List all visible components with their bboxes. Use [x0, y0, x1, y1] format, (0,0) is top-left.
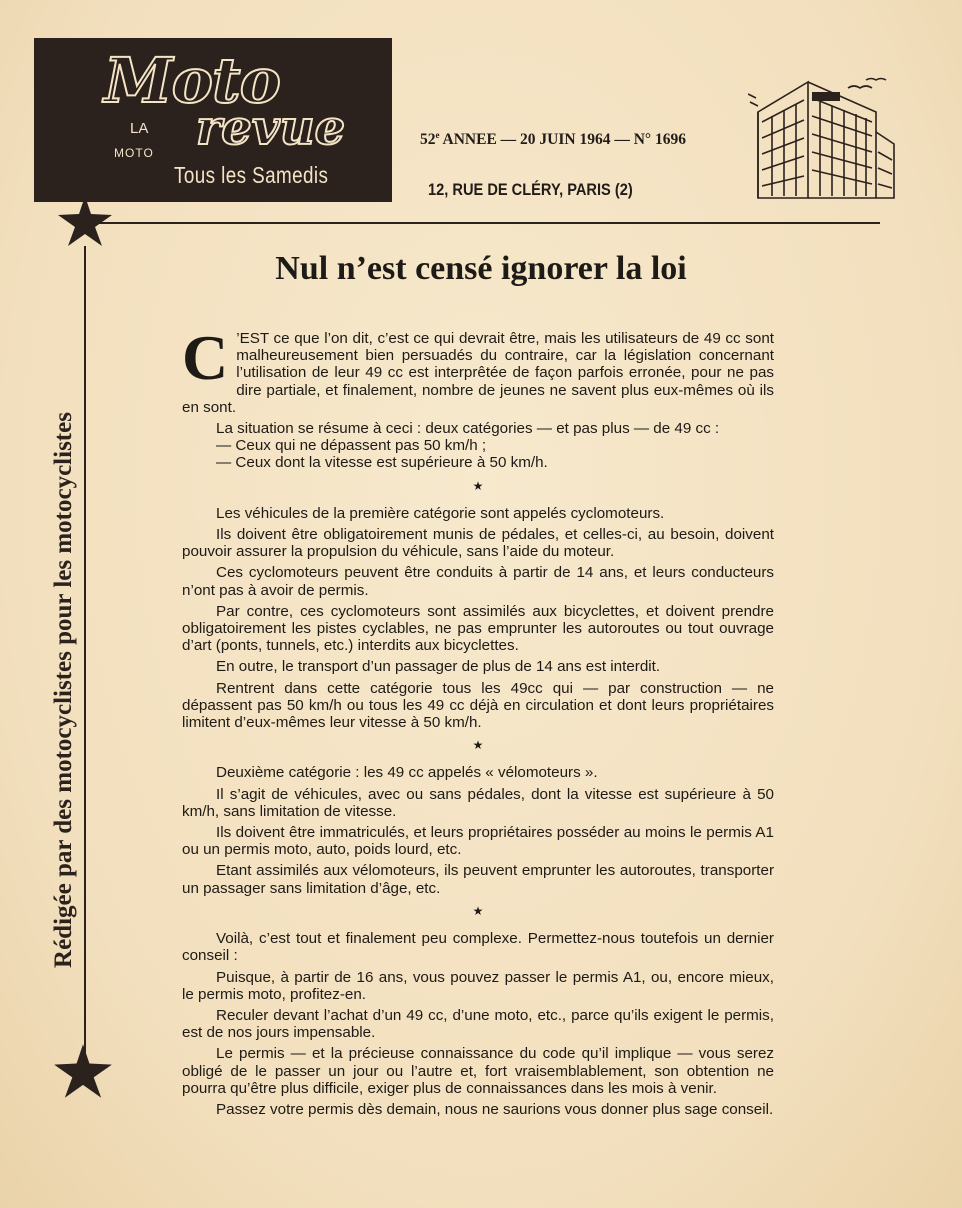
logo-la: LA: [130, 120, 149, 137]
issue-number-suffix: e: [435, 130, 440, 140]
logo-moto: Moto: [104, 44, 280, 117]
issue-details: ANNEE — 20 JUIN 1964 — N° 1696: [439, 131, 686, 149]
article-paragraph: — Ceux dont la vitesse est supérieure à 50 km/h.: [216, 454, 548, 472]
article-body: [182, 322, 774, 1122]
article-paragraph: Deuxième catégorie : les 49 cc appelés « vélomoteurs ».: [216, 764, 598, 782]
article-paragraph: Par contre, ces cyclomoteurs sont assimilés aux bicyclettes, et doivent prendre obligatoirement les pistes cyclables, ne pas emprunter les autoroutes ou tout ouvrage d’art (ponts, tunnels, etc.) interdits aux bicyclettes.: [182, 602, 774, 655]
article-paragraph: Puisque, à partir de 16 ans, vous pouvez passer le permis A1, ou, encore mieux, le permis moto, profitez-en.: [182, 968, 774, 1003]
article-paragraph: Rentrent dans cette catégorie tous les 49cc qui — par construction — ne dépassent pas 50 km/h ou tous les 49 cc déjà en circulation et dont leurs propriétaires limitent d’eux-mêmes leur vitesse à 50 km/h.: [182, 679, 774, 732]
article-paragraph: En outre, le transport d’un passager de plus de 14 ans est interdit.: [216, 658, 661, 676]
article-paragraph: Reculer devant l’achat d’un 49 cc, d’une moto, etc., parce qu’ils exigent le permis, est de nos jours impensable.: [182, 1006, 774, 1042]
star-icon: [52, 1042, 114, 1100]
article-paragraph: Ces cyclomoteurs peuvent être conduits à partir de 14 ans, et leurs conducteurs n’ont pas à avoir de permis.: [182, 564, 774, 599]
article-paragraph: — Ceux qui ne dépassent pas 50 km/h ;: [216, 437, 487, 455]
section-separator: ★: [472, 478, 484, 493]
section-separator: ★: [472, 903, 484, 918]
masthead-logo-block: [34, 38, 392, 202]
logo-revue: revue: [196, 100, 346, 156]
issue-line: [420, 130, 686, 149]
building-illustration: [748, 72, 900, 202]
section-separator: ★: [472, 738, 484, 753]
article-title: Nul n’est censé ignorer la loi: [275, 250, 687, 287]
article-paragraph: Ils doivent être immatriculés, et leurs propriétaires posséder au moins le permis A1 ou un permis moto, auto, poids lourd, etc.: [182, 824, 774, 859]
article-paragraph: [182, 322, 774, 416]
vertical-side-tagline: Rédigée par des motocyclistes pour les motocyclistes: [50, 412, 77, 968]
drop-cap: C: [182, 322, 229, 393]
article-paragraph: Le permis — et la précieuse connaissance du code qu’il implique — vous serez obligé de le passer un jour ou l’autre et, fort vraisemblablement, son obtention ne pourra qu’être plus difficile, exiger plus de connaissances dans les mois à venir.: [182, 1045, 774, 1097]
article-paragraph: Etant assimilés aux vélomoteurs, ils peuvent emprunter les autoroutes, transporter un passager sans limitation d’âge, etc.: [182, 862, 774, 897]
article-paragraph: Ils doivent être obligatoirement munis de pédales, et celles-ci, au besoin, doivent pouvoir assurer la propulsion du véhicule, sans l’aide du moteur.: [182, 526, 774, 561]
article-paragraph: Les véhicules de la première catégorie sont appelés cyclomoteurs.: [216, 504, 665, 522]
article-paragraph: Passez votre permis dès demain, nous ne saurions vous donner plus sage conseil.: [216, 1100, 774, 1118]
issue-number-prefix: 52: [420, 131, 436, 149]
address-line: 12, RUE DE CLÉRY, PARIS (2): [428, 180, 633, 199]
logo-moto-small: MOTO: [114, 146, 154, 160]
article-paragraph: Il s’agit de véhicules, avec ou sans pédales, dont la vitesse est supérieure à 50 km/h, sans limitation de vitesse.: [182, 785, 774, 820]
article-paragraph: Voilà, c’est tout et finalement peu complexe. Permettez-nous toutefois un dernier conseil :: [182, 930, 774, 965]
margin-rule: [84, 246, 86, 1056]
star-icon: [56, 194, 114, 248]
intro-text: ’EST ce que l’on dit, c’est ce qui devrait être, mais les utilisateurs de 49 cc sont malheureusement bien persuadés du contraire, car la législation concernant l’utilisation de leur 49 cc est interprêtée de façon parfois erronée, pour ne pas dire partiale, et finalement, nombre de jeunes ne savent plus eux-mêmes où ils en sont.: [182, 330, 774, 416]
masthead-tagline: Tous les Samedis: [174, 162, 329, 188]
header-rule: [84, 222, 880, 224]
article-paragraph: La situation se résume à ceci : deux catégories — et pas plus — de 49 cc :: [216, 420, 720, 438]
